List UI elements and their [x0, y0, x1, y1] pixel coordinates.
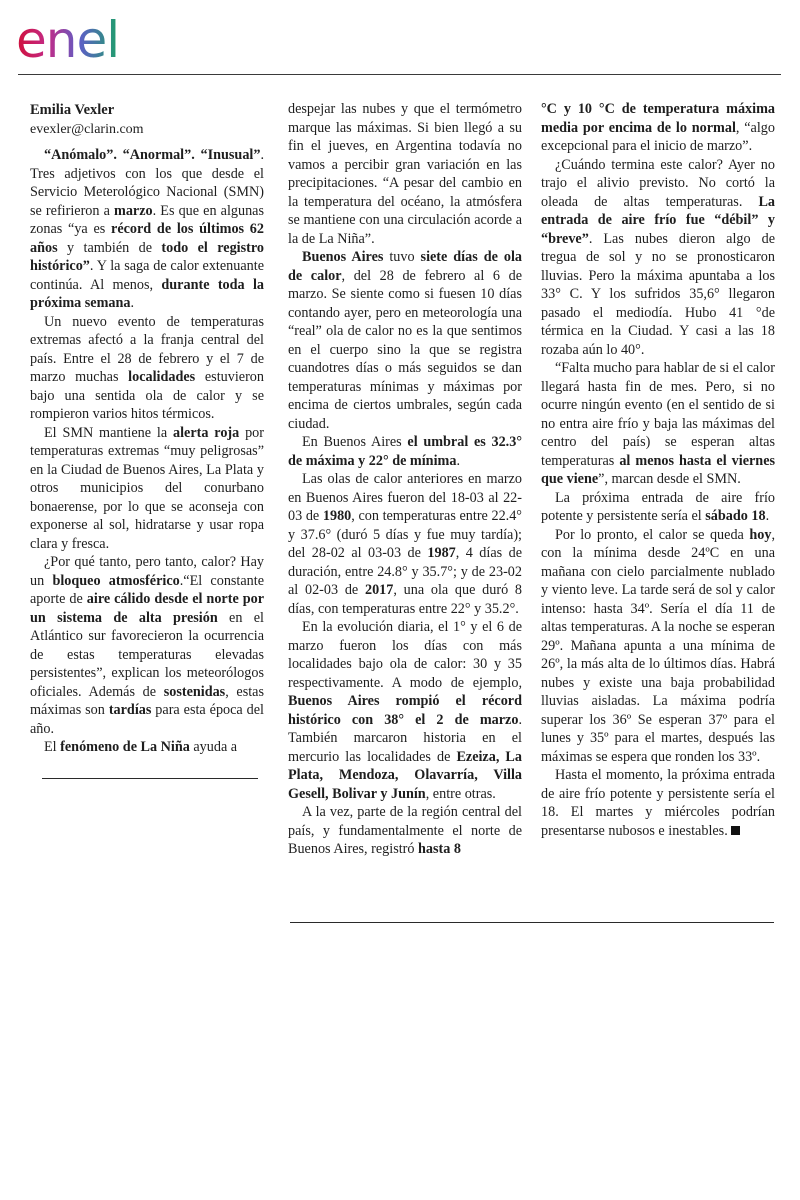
emphasis: 1987 — [427, 545, 456, 561]
paragraph — [288, 248, 522, 433]
emphasis: 1980 — [322, 508, 352, 524]
author-name: Emilia Vexler — [30, 102, 115, 118]
emphasis: aire cálido desde el norte por un sistema de alta presión — [30, 591, 264, 626]
text-run: El SMN mantiene la — [44, 424, 173, 441]
paragraph — [288, 433, 522, 470]
paragraph — [288, 100, 522, 248]
text-run: . — [456, 452, 460, 469]
text-run: La próxima entrada de aire frío potente y persistente sería el — [541, 489, 775, 524]
article-end-rule — [290, 922, 774, 923]
text-run: Por lo pronto, el calor se queda — [555, 526, 750, 543]
text-run: , con la mínima desde 24ºC en una mañana con cielo parcialmente nublado y viento leve. La tarde será de sol y calor intenso: hasta 34º. Sería el día 11 de altas temperaturas. A la noche se esperan 29º. Mañana apunta a una mínima de 26º, la más alta de lo últimos días. Habrá nubes y existe una baja probabilidad lluvias aisladas. La máxima podría superar los 36º Se esperan 37º para el lunes y 35º para el martes, después las máximas se espera que ronden los 33º. — [541, 526, 775, 765]
paragraph — [541, 489, 775, 526]
text-run: y también de — [57, 239, 162, 256]
paragraph — [288, 618, 522, 803]
paragraph — [30, 738, 264, 757]
text-run: ¿Cuándo termina este calor? Ayer no trajo el alivio previsto. No cortó la oleada de altas temperaturas. — [541, 156, 775, 210]
paragraph — [30, 424, 264, 554]
article-column-1 — [30, 100, 264, 757]
text-run: ¿Por qué tanto, pero tanto, calor? Hay un — [30, 554, 264, 589]
text-run: , “algo excepcional para el inicio de marzo”. — [541, 119, 775, 154]
emphasis: Ezeiza, La Plata, Mendoza, Olavarría, Villa Gesell, Bolivar y Junín — [288, 748, 522, 802]
emphasis: Buenos Aires — [302, 249, 384, 265]
emphasis: marzo — [114, 202, 153, 219]
emphasis: °C y 10 °C de temperatura máxima media por encima de lo normal — [541, 101, 775, 136]
emphasis: tardías — [108, 702, 152, 718]
text-run: . Las nubes dieron algo de tregua de sol y no se pronosticaron lluvias. Pero la máxima apuntaba a los 33° C. Y los sufridos 35,6° llegaron pasado el mediodía. Hubo 41 °de térmica en la Ciudad. Y casi a las 18 rozaba aún lo 40°. — [541, 230, 775, 358]
emphasis: el umbral es 32.3° de máxima y 22° de mínima — [288, 434, 522, 469]
text-run: Las olas de calor anteriores en marzo en Buenos Aires fueron del 18-03 al 22-03 de — [288, 471, 522, 524]
paragraph — [541, 359, 775, 489]
text-run: por temperaturas extremas “muy peligrosas” en la Ciudad de Buenos Aires, La Plata y otros municipios del conurbano bonaerense, por lo que se aconseja con exponerse al sol, hidratarse y usar ropa clara y fresca. — [30, 424, 264, 552]
paragraph — [30, 313, 264, 424]
text-run: . — [765, 508, 770, 524]
emphasis: hasta 8 — [418, 841, 462, 857]
text-run: tuvo — [383, 249, 421, 265]
emphasis: siete días de ola de calor — [288, 249, 522, 284]
article-column-2 — [288, 100, 522, 859]
text-run: El — [44, 739, 61, 755]
emphasis: “Anómalo”. “Anormal”. “Inusual” — [44, 147, 261, 163]
paragraph — [30, 146, 264, 313]
text-run: Hasta el momento, la próxima entrada de aire frío potente y persistente sería el 18. El martes y miércoles podrían presentarse nubosos e inestables. — [541, 767, 775, 839]
text-run: , entre otras. — [425, 785, 496, 802]
paragraph — [541, 526, 775, 767]
emphasis: al menos hasta el viernes que viene — [541, 452, 776, 487]
text-run: En Buenos Aires — [302, 434, 408, 450]
column-1-body — [30, 146, 264, 757]
emphasis: La entrada de aire frío fue “débil” y “breve” — [541, 193, 775, 247]
text-run: , estas máximas son — [30, 683, 264, 718]
text-run: , con temperaturas entre 22.4° y 37.6° (duró 5 días y fue muy tardía); del 28-02 al 03-03 de — [288, 508, 522, 561]
header-divider — [18, 74, 781, 75]
emphasis: sábado 18 — [705, 508, 766, 524]
text-run: estuvieron bajo una sentida ola de calor y se rompieron varios hitos térmicos. — [30, 369, 264, 422]
text-run: . También marcaron historia en el mercurio las localidades de — [288, 711, 522, 765]
text-run: Un nuevo evento de temperaturas extremas afectó a la franja central del país. Entre el 28 de febrero y el 7 de marzo muchas — [30, 313, 264, 385]
column-2-body — [288, 100, 522, 859]
emphasis: durante toda la próxima semana — [30, 276, 264, 311]
text-run: .“El constante aporte de — [30, 572, 265, 607]
column-1-end-rule — [42, 778, 258, 779]
paragraph — [541, 100, 775, 156]
emphasis: alerta roja — [172, 424, 240, 441]
text-run: para esta época del año. — [30, 702, 264, 737]
paragraph — [30, 553, 264, 738]
emphasis: fenómeno de La Niña — [60, 739, 190, 755]
paragraph — [288, 470, 522, 618]
emphasis: hoy — [749, 526, 772, 543]
text-run: despejar las nubes y que el termómetro marque las máximas. Si bien llegó a su fin el jueves, en Argentina todavía no vamos a percibir gran variación en las precipitaciones. “A pesar del cambio en la temperatura del océano, la atmósfera se mantiene con una circulación acorde a la de La Niña”. — [288, 101, 522, 247]
text-run: . Y la saga de calor extenuante continúa. Al menos, — [30, 258, 264, 293]
enel-logo: enel — [16, 11, 120, 69]
text-run: , del 28 de febrero al 6 de marzo. Se siente como si fuesen 10 días contando ayer, pero en meteorología una “real” ola de calor no es la que sentimos en el cuerpo sino la que se registra cuandotres días o más seguidos se dan temperaturas mínimas y máximas por encima de ciertos umbrales, según cada ciudad. — [288, 267, 522, 432]
text-run: . Tres adjetivos con los que desde el Servicio Meterológico Nacional (SMN) se refirieron a — [30, 147, 264, 219]
text-run: ”, marcan desde el SMN. — [598, 471, 741, 487]
text-run: . Es que en algunas zonas “ya es — [30, 202, 265, 237]
text-run: , una ola que duró 8 días, con temperaturas entre 22° y 35.2°. — [288, 582, 523, 617]
paragraph — [541, 156, 775, 360]
text-run: A la vez, parte de la región central del país, y fundamentalmente el norte de Buenos Aires, registró — [288, 804, 522, 857]
emphasis: todo el registro histórico” — [30, 239, 265, 274]
article-column-3 — [541, 100, 775, 840]
text-run: . — [130, 295, 135, 311]
text-run: en el Atlántico sur favorecieron la ocurrencia de estas temperaturas elevadas persistentes”, explican los meteorólogos oficiales. Además de — [30, 609, 264, 700]
text-run: “Falta mucho para hablar de si el calor llegará hasta fin de mes. Pero, si no ocurre ningún evento (en el sentido de si no entra aire frío y baja las máximas del centro del país) se esperan altas temperaturas — [541, 360, 775, 469]
author-email[interactable]: evexler@clarin.com — [30, 122, 144, 137]
emphasis: 2017 — [364, 582, 394, 598]
text-run: ayuda a — [189, 739, 238, 755]
emphasis: récord de los últimos 62 años — [30, 221, 264, 256]
emphasis: Buenos Aires rompió el récord histórico con 38° el 2 de marzo — [288, 693, 522, 728]
emphasis: localidades — [128, 369, 196, 385]
text-run: En la evolución diaria, el 1° y el 6 de marzo fueron los días con más localidades bajo ola de calor: 30 y 35 respectivamente. A modo de ejemplo, — [288, 619, 522, 691]
column-3-body — [541, 100, 775, 840]
end-of-article-square — [731, 826, 740, 835]
emphasis: bloqueo atmosférico — [52, 572, 180, 589]
text-run: , 4 días de duración, entre 24.8° y 35.7°; y de 23-02 al 02-03 de — [288, 545, 522, 598]
paragraph — [288, 803, 522, 859]
paragraph — [541, 766, 775, 840]
emphasis: sostenidas — [163, 683, 226, 700]
